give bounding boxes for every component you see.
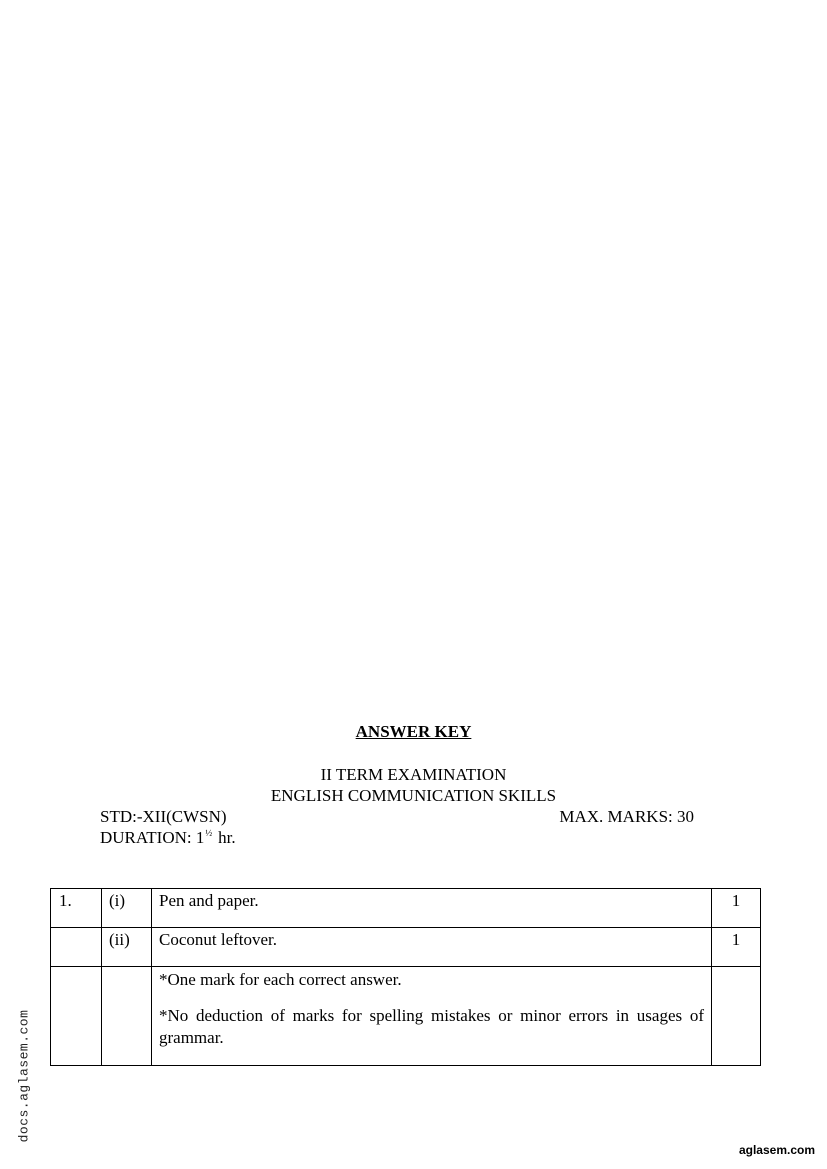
corner-watermark: aglasem.com — [738, 1143, 815, 1157]
table-row — [51, 889, 761, 928]
marks-cell: 1 — [712, 889, 761, 928]
table-row — [51, 967, 761, 1066]
side-watermark: docs.aglasem.com — [16, 1009, 32, 1143]
subject-name: ENGLISH COMMUNICATION SKILLS — [270, 786, 557, 805]
max-marks-label: MAX. MARKS: 30 — [559, 807, 694, 826]
empty-cell — [102, 967, 152, 1066]
duration-prefix: DURATION: 1 — [100, 828, 205, 847]
standard-label: STD:-XII(CWSN) — [100, 807, 227, 826]
answer-text: Coconut leftover. — [152, 928, 712, 967]
duration-label — [100, 828, 236, 848]
question-number — [51, 928, 102, 967]
table-row — [51, 928, 761, 967]
duration-fraction: ½ — [205, 828, 213, 838]
exam-name: II TERM EXAMINATION — [320, 765, 507, 784]
marking-note: *One mark for each correct answer. — [159, 970, 402, 989]
marks-cell: 1 — [712, 928, 761, 967]
sub-question-number: (i) — [102, 889, 152, 928]
answer-key-title: ANSWER KEY — [355, 722, 472, 741]
answer-text: Pen and paper. — [152, 889, 712, 928]
duration-suffix: hr. — [218, 828, 236, 847]
marking-note: *No deduction of marks for spelling mistakes or minor errors in usages of grammar. — [159, 1006, 704, 1047]
empty-cell — [712, 967, 761, 1066]
empty-cell — [51, 967, 102, 1066]
exam-meta-row — [100, 807, 694, 827]
question-number: 1. — [51, 889, 102, 928]
answer-table — [50, 888, 761, 1066]
sub-question-number: (ii) — [102, 928, 152, 967]
marking-notes — [152, 967, 712, 1066]
